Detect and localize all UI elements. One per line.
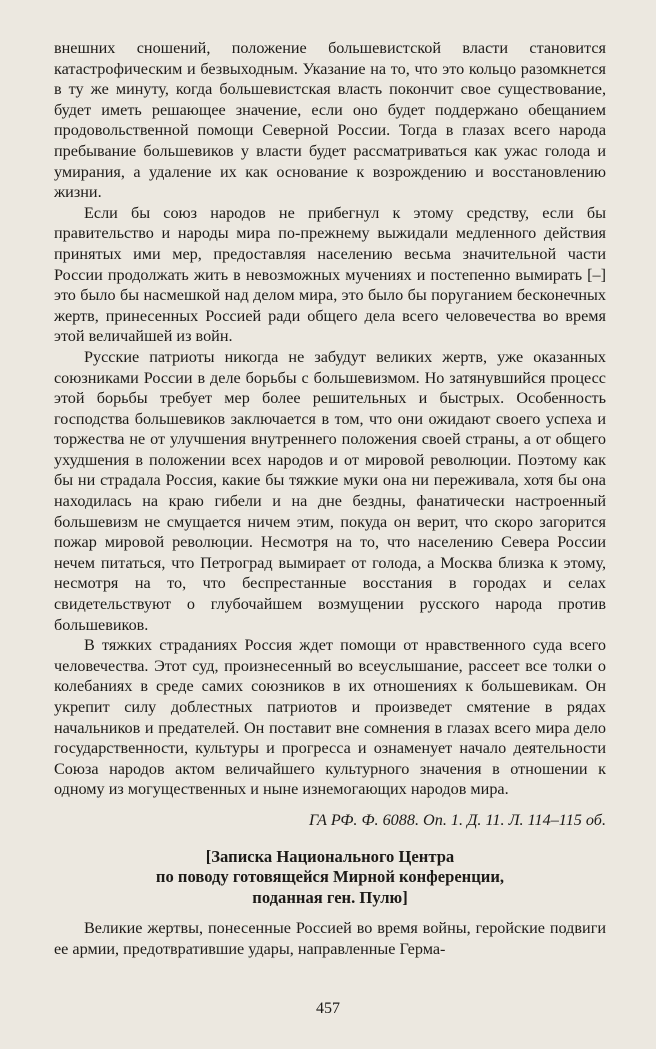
closing-text bbox=[54, 918, 606, 959]
closing-paragraph: Великие жертвы, понесенные Россией во время войны, геройские подвиги ее армии, предотвратившие удары, направленные Герма- bbox=[54, 919, 606, 958]
paragraph-2: Если бы союз народов не прибегнул к этому средству, если бы правительство и народы мира по-прежнему выжидали медленного действия принятых ими мер, предоставляя населению весьма значительной части России продолжать жить в невозможных мучениях и постепенно вымирать [–] это было бы насмешкой над делом мира, это было бы поруганием бесконечных жертв, принесенных Россией ради общего дела всего человечества во время этой величайшей из войн. bbox=[54, 203, 606, 346]
paragraph-1: внешних сношений, положение большевистской власти становится катастрофическим и безвыходным. Указание на то, что это кольцо разомкнется в ту же минуту, когда большевистская власть покончит свое существование, будет иметь решающее значение, если оно будет поддержано обещанием продовольственной помощи Северной России. Тогда в глазах всего народа пребывание большевиков у власти будет рассматриваться как ужас голода и умирания, а удаление их как основание к возрождению и восстановлению жизни. bbox=[54, 39, 606, 202]
document-title-line-3: поданная ген. Пулю] bbox=[252, 887, 408, 907]
page-number: 457 bbox=[316, 1000, 340, 1017]
archival-source-reference: ГА РФ. Ф. 6088. Оп. 1. Д. 11. Л. 114–115 об. bbox=[308, 810, 606, 829]
paragraph-3: Русские патриоты никогда не забудут великих жертв, уже оказанных союзниками России в деле борьбы с большевизмом. Но затянувшийся процесс этой борьбы требует мер более решительных и быстрых. Особенность господства большевиков заключается в том, что они ожидают своего успеха и торжества не от улучшения внутреннего положения своей страны, а от общего ухудшения в положении всех народов и от мировой революции. Поэтому как бы ни страдала Россия, какие бы тяжкие муки она ни переживала, хотя бы она находилась на краю гибели и на дне бездны, фанатически настроенный большевизм не смущается ничем этим, покуда он верит, что скоро загорится пожар мировой революции. Несмотря на то, что населению Севера России нечем питаться, что Петроград вымирает от голода, а Москва близка к этому, несмотря на то, что беспрестанные восстания в городах и селах свидетельствуют о глубочайшем возмущении русского народа против большевиков. bbox=[54, 347, 606, 634]
document-title bbox=[54, 847, 606, 909]
document-title-line-2: по поводу готовящейся Мирной конференции, bbox=[155, 867, 505, 887]
paragraph-4: В тяжких страданиях Россия ждет помощи от нравственного суда всего человечества. Этот суд, произнесенный во всеуслышание, рассеет все толки о колебаниях в среде самих союзников в их отношениях к большевикам. Он укрепит силу доблестных патриотов и произведет смятение в рядах начальников и предателей. Он поставит вне сомнения в глазах всего мира дело государственности, культуры и прогресса и ознаменует начало деятельности Союза народов актом величайшего культурного значения в отношении к одному из могущественных и ныне изнемогающих народов мира. bbox=[54, 636, 606, 799]
document-title-line-1: [Записка Национального Центра bbox=[205, 846, 455, 866]
body-text bbox=[54, 38, 606, 800]
